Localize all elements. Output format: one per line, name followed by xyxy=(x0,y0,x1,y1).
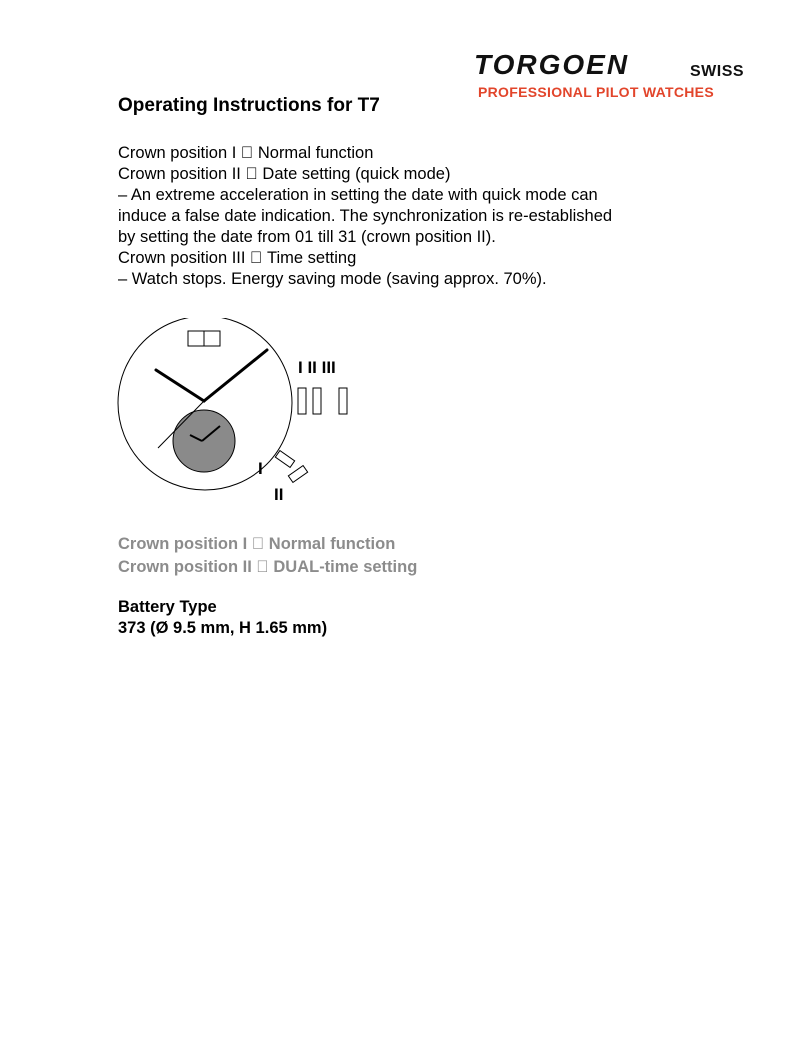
brand-logo-text: TORGOEN xyxy=(474,49,630,80)
dual-time-line: Crown position I Normal function xyxy=(118,535,379,553)
instruction-line: Crown position I Normal function xyxy=(118,144,357,162)
instruction-line: induce a false date indication. The synchronization is re-established xyxy=(118,207,613,225)
instruction-line: Crown position II Date setting (quick mode) xyxy=(118,165,434,183)
brand-tagline: PROFESSIONAL PILOT WATCHES xyxy=(478,84,714,100)
crown-position-box-2 xyxy=(313,388,321,414)
battery-spec: 373 (Ø 9.5 mm, H 1.65 mm) xyxy=(118,619,328,637)
instruction-line: – Watch stops. Energy saving mode (saving approx. 70%). xyxy=(118,270,547,288)
date-window-right xyxy=(204,331,220,346)
sub-crown-box-1 xyxy=(275,451,294,468)
sub-crown-label-2: II xyxy=(274,485,284,504)
main-crown-labels: I II III xyxy=(298,358,336,377)
date-window-left xyxy=(188,331,204,346)
sub-crown-label-1: I xyxy=(258,459,263,478)
crown-position-box-3 xyxy=(339,388,347,414)
dual-time-block xyxy=(118,533,417,579)
dual-time-line: Crown position II DUAL-time setting xyxy=(118,558,401,576)
battery-heading: Battery Type xyxy=(118,598,217,616)
instructions-block xyxy=(118,143,612,290)
subdial xyxy=(173,410,235,472)
crown-position-box-1 xyxy=(298,388,306,414)
page-title: Operating Instructions for T7 xyxy=(118,95,380,116)
watch-diagram xyxy=(110,318,370,510)
instruction-line: Crown position III Time setting xyxy=(118,249,340,267)
sub-crown-box-2 xyxy=(288,466,307,483)
instruction-line: by setting the date from 01 till 31 (crown position II). xyxy=(118,228,496,246)
brand-logo-swiss: SWISS xyxy=(690,63,745,80)
instruction-line: – An extreme acceleration in setting the date with quick mode can xyxy=(118,186,598,204)
battery-block xyxy=(118,597,327,639)
